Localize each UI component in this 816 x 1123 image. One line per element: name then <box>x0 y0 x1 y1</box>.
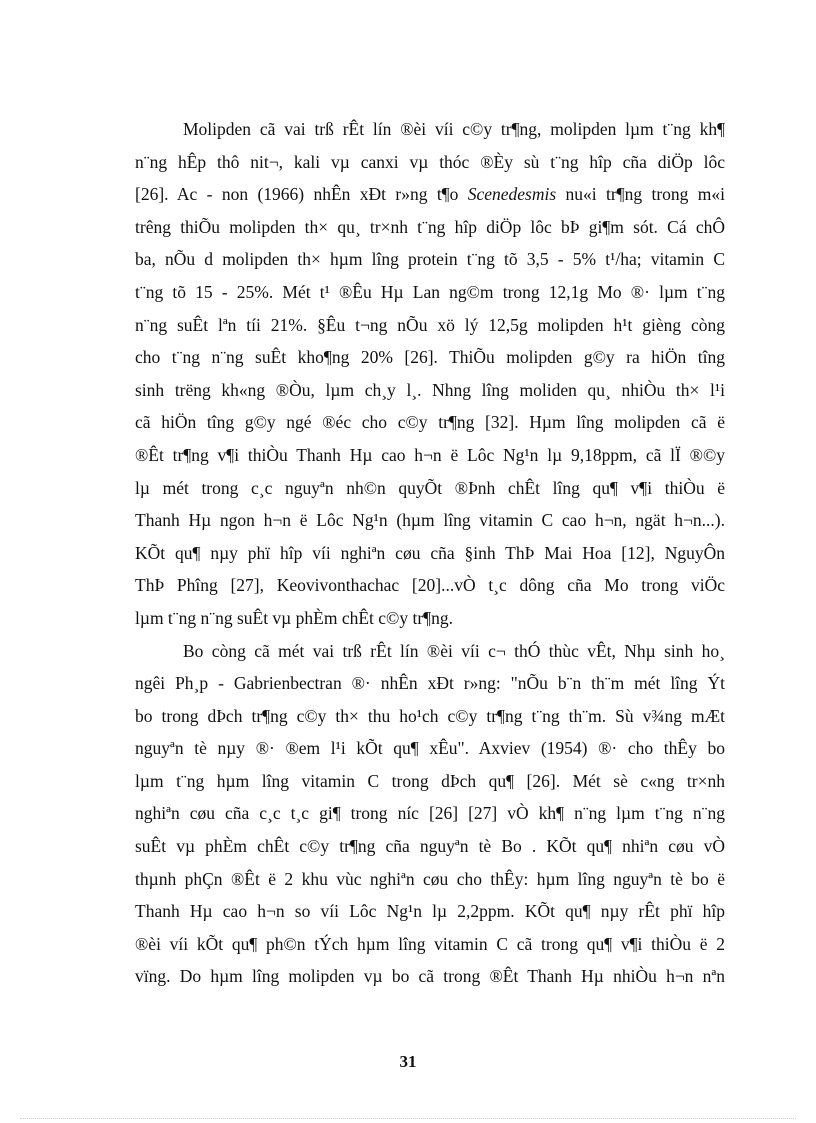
page-number: 31 <box>399 1052 417 1071</box>
text-line: vïng. Do hµm lîng molipden vµ bo cã trong ®Êt Thanh Hµ nhiÒu h¬n nªn <box>135 966 725 987</box>
text-line: trêng thiÕu molipden th× qu¸ tr×nh t¨ng hîp diÖp lôc bÞ gi¶m sót. Cá chÔ <box>135 216 725 237</box>
text-line: ngêi Ph¸p - Gabrienbectran ®· nhÊn xÐt r»ng: "nÕu b¨n th¨m mét lîng Ýt <box>135 673 725 694</box>
text-line: lµ mét trong c¸c nguyªn nh©n quyÕt ®Þnh chÊt lîng qu¶ v¶i thiÒu ë <box>135 477 725 498</box>
text-line: Thanh Hµ cao h¬n so víi Lôc Ng¹n lµ 2,2ppm. KÕt qu¶ nµy rÊt phï hîp <box>135 901 725 922</box>
text-line: cã hiÖn tîng g©y ngé ®éc cho c©y tr¶ng [32]. Hµm lîng molipden cã ë <box>135 412 725 433</box>
body-text <box>135 113 725 993</box>
text-line: bo trong dÞch tr¶ng c©y th× thu ho¹ch c©y tr¶ng t¨ng th¨m. Sù v¾ng mÆt <box>135 705 725 726</box>
text-line: cho t¨ng n¨ng suÊt kho¶ng 20% [26]. ThiÕu molipden g©y ra hiÖn tîng <box>135 347 725 368</box>
text-line: ba, nÕu d molipden th× hµm lîng protein t¨ng tõ 3,5 - 5% t¹/ha; vitamin C <box>135 249 725 270</box>
text-line: Molipden cã vai trß rÊt lín ®èi víi c©y tr¶ng, molipden lµm t¨ng kh¶ <box>183 119 725 139</box>
text-line: t¨ng tõ 15 - 25%. Mét t¹ ®Êu Hµ Lan ng©m trong 12,1g Mo ®· lµm t¨ng <box>135 281 725 302</box>
text-line: lµm t¨ng hµm lîng vitamin C trong dÞch qu¶ [26]. Mét sè c«ng tr×nh <box>135 770 725 791</box>
text-line: Thanh Hµ ngon h¬n ë Lôc Ng¹n (hµm lîng vitamin C cao h¬n, ngät h¬n...). <box>135 510 725 531</box>
text-line: thµnh phÇn ®Êt ë 2 khu vùc nghiªn cøu cho thÊy: hµm lîng nguyªn tè bo ë <box>135 868 725 889</box>
text-line: n¨ng hÊp thô nit¬, kali vµ canxi vµ thóc ®Èy sù t¨ng hîp cña diÖp lôc <box>135 151 725 172</box>
footer-rule <box>20 1118 796 1119</box>
text-line: [26]. Ac - non (1966) nhÊn xÐt r»ng t¶o Scenedesmis nu«i tr¶ng trong m«i <box>135 184 725 205</box>
species-name: Scenedesmis <box>467 184 557 205</box>
text-line: KÕt qu¶ nµy phï hîp víi nghiªn cøu cña §inh ThÞ Mai Hoa [12], NguyÔn <box>135 542 725 563</box>
text-line: nghiªn cøu cña c¸c t¸c gi¶ trong níc [26] [27] vÒ kh¶ n¨ng lµm t¨ng n¨ng <box>135 803 725 824</box>
text-line: ThÞ Phîng [27], Keovivonthachac [20]...vÒ t¸c dông cña Mo trong viÖc <box>135 575 725 596</box>
text-line: Bo còng cã mét vai trß rÊt lín ®èi víi c¬ thÓ thùc vÊt, Nhµ sinh ho¸ <box>183 640 725 661</box>
text-line: ®èi víi kÕt qu¶ ph©n tÝch hµm lîng vitamin C cã trong qu¶ v¶i thiÒu ë 2 <box>135 933 725 954</box>
text-line: lµm t¨ng n¨ng suÊt vµ phÈm chÊt c©y tr¶ng. <box>135 607 453 628</box>
text-line: ®Êt tr¶ng v¶i thiÒu Thanh Hµ cao h¬n ë Lôc Ng¹n lµ 9,18ppm, cã lÏ ®©y <box>135 444 725 465</box>
text-line: suÊt vµ phÈm chÊt c©y tr¶ng cña nguyªn tè Bo . KÕt qu¶ nhiªn cøu vÒ <box>135 836 725 857</box>
text-line: sinh trëng kh«ng ®Òu, lµm ch¸y l¸. Nhng lîng moliden qu¸ nhiÒu th× l¹i <box>135 379 725 400</box>
text-line: nguyªn tè nµy ®· ®em l¹i kÕt qu¶ xÊu". Axviev (1954) ®· cho thÊy bo <box>135 738 725 759</box>
text-line: n¨ng suÊt lªn tíi 21%. §Êu t¬ng nÕu xö lý 12,5g molipden h¹t gièng còng <box>135 314 725 335</box>
